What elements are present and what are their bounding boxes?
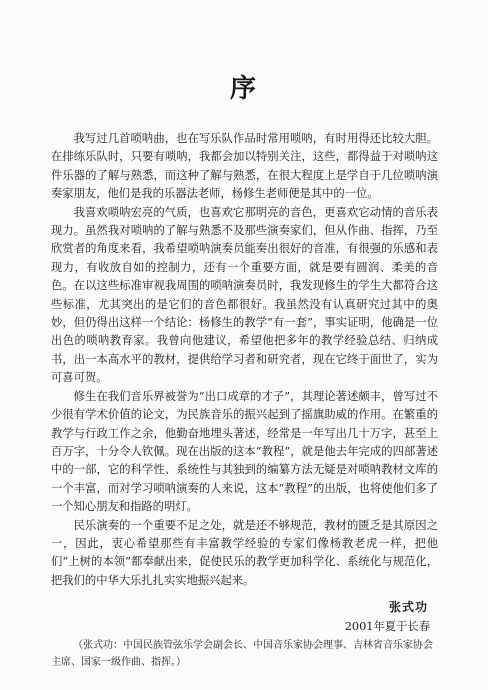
paragraph: 我喜欢唢呐宏亮的气质，也喜欢它那明亮的音色，更喜欢它动情的音乐表现力。虽然我对唢呐的了解与熟悉不及那些演奏家们，但从作曲、指挥，乃至欣赏者的角度来看，我希望唢呐演奏员能奏出很好的音准，有很强的乐感和表现力，有收放自如的控制力，还有一个重要方面，就是要有圆润、柔美的音色。在以这些标准审视我周围的唢呐演奏员时，我发现修生的学生大都符合这些标准，尤其突出的是它们的音色都很好。我虽然没有认真研究过其中的奥妙，但仍得出这样一个结论：杨修生的教学“有一套”，事实证明，他确是一位出色的唢呐教育家。我曾向他建议，希望他把多年的教学经验总结、归纳成书，出一本高水平的教材，提供给学习者和研究者，现在它终于面世了，实为可喜可贺。 (51, 205, 438, 385)
preface-body (51, 130, 438, 590)
signature-date: 2001年夏于长春 (344, 620, 430, 633)
paragraph: 民乐演奏的一个重要不足之处，就是还不够规范，教材的匮乏是其原因之一，因此，衷心希望那些有丰富教学经验的专家们像杨教老虎一样，把他们“上树的本领”都奉献出来，促使民乐的教学更加科学化、系统化与规范化，把我们的中华大乐扎扎实实地振兴起来。 (51, 518, 438, 587)
signature-name: 张式功 (388, 600, 428, 614)
author-note: （张式功：中国民族管弦乐学会副会长、中国音乐家协会理事、吉林省音乐家协会主席、国家一级作曲、指挥。） (51, 640, 433, 668)
paragraph: 我写过几首唢呐曲，也在写乐队作品时常用唢呐，有时用得还比较大胆。在排练乐队时，只要有唢呐，我都会加以特别关注，这些，都得益于对唢呐这件乐器的了解与熟悉，而这种了解与熟悉，在很大程度上是学自于几位唢呐演奏家朋友，他们是我的乐器法老师，杨修生老师便是其中的一位。 (51, 132, 438, 201)
paragraph: 修生在我们音乐界被誉为“出口成章的才子”，其理论著述颇丰，曾写过不少很有学术价值的论文，为民族音乐的振兴起到了摇旗助威的作用。在繁重的教学与行政工作之余，他勤奋地埋头著述，经常是一年写出几十万字，甚至上百万字，十分令人钦佩。现在出版的这本“教程”，就是他去年完成的四部著述中的一部，它的科学性、系统性与其独到的编纂方法无疑是对唢呐教材文库的一个丰富，而对学习唢呐演奏的人来说，这本“教程”的出版，也将使他们多了一个知心朋友和指路的明灯。 (51, 389, 438, 514)
page-title: 序 (229, 74, 258, 104)
